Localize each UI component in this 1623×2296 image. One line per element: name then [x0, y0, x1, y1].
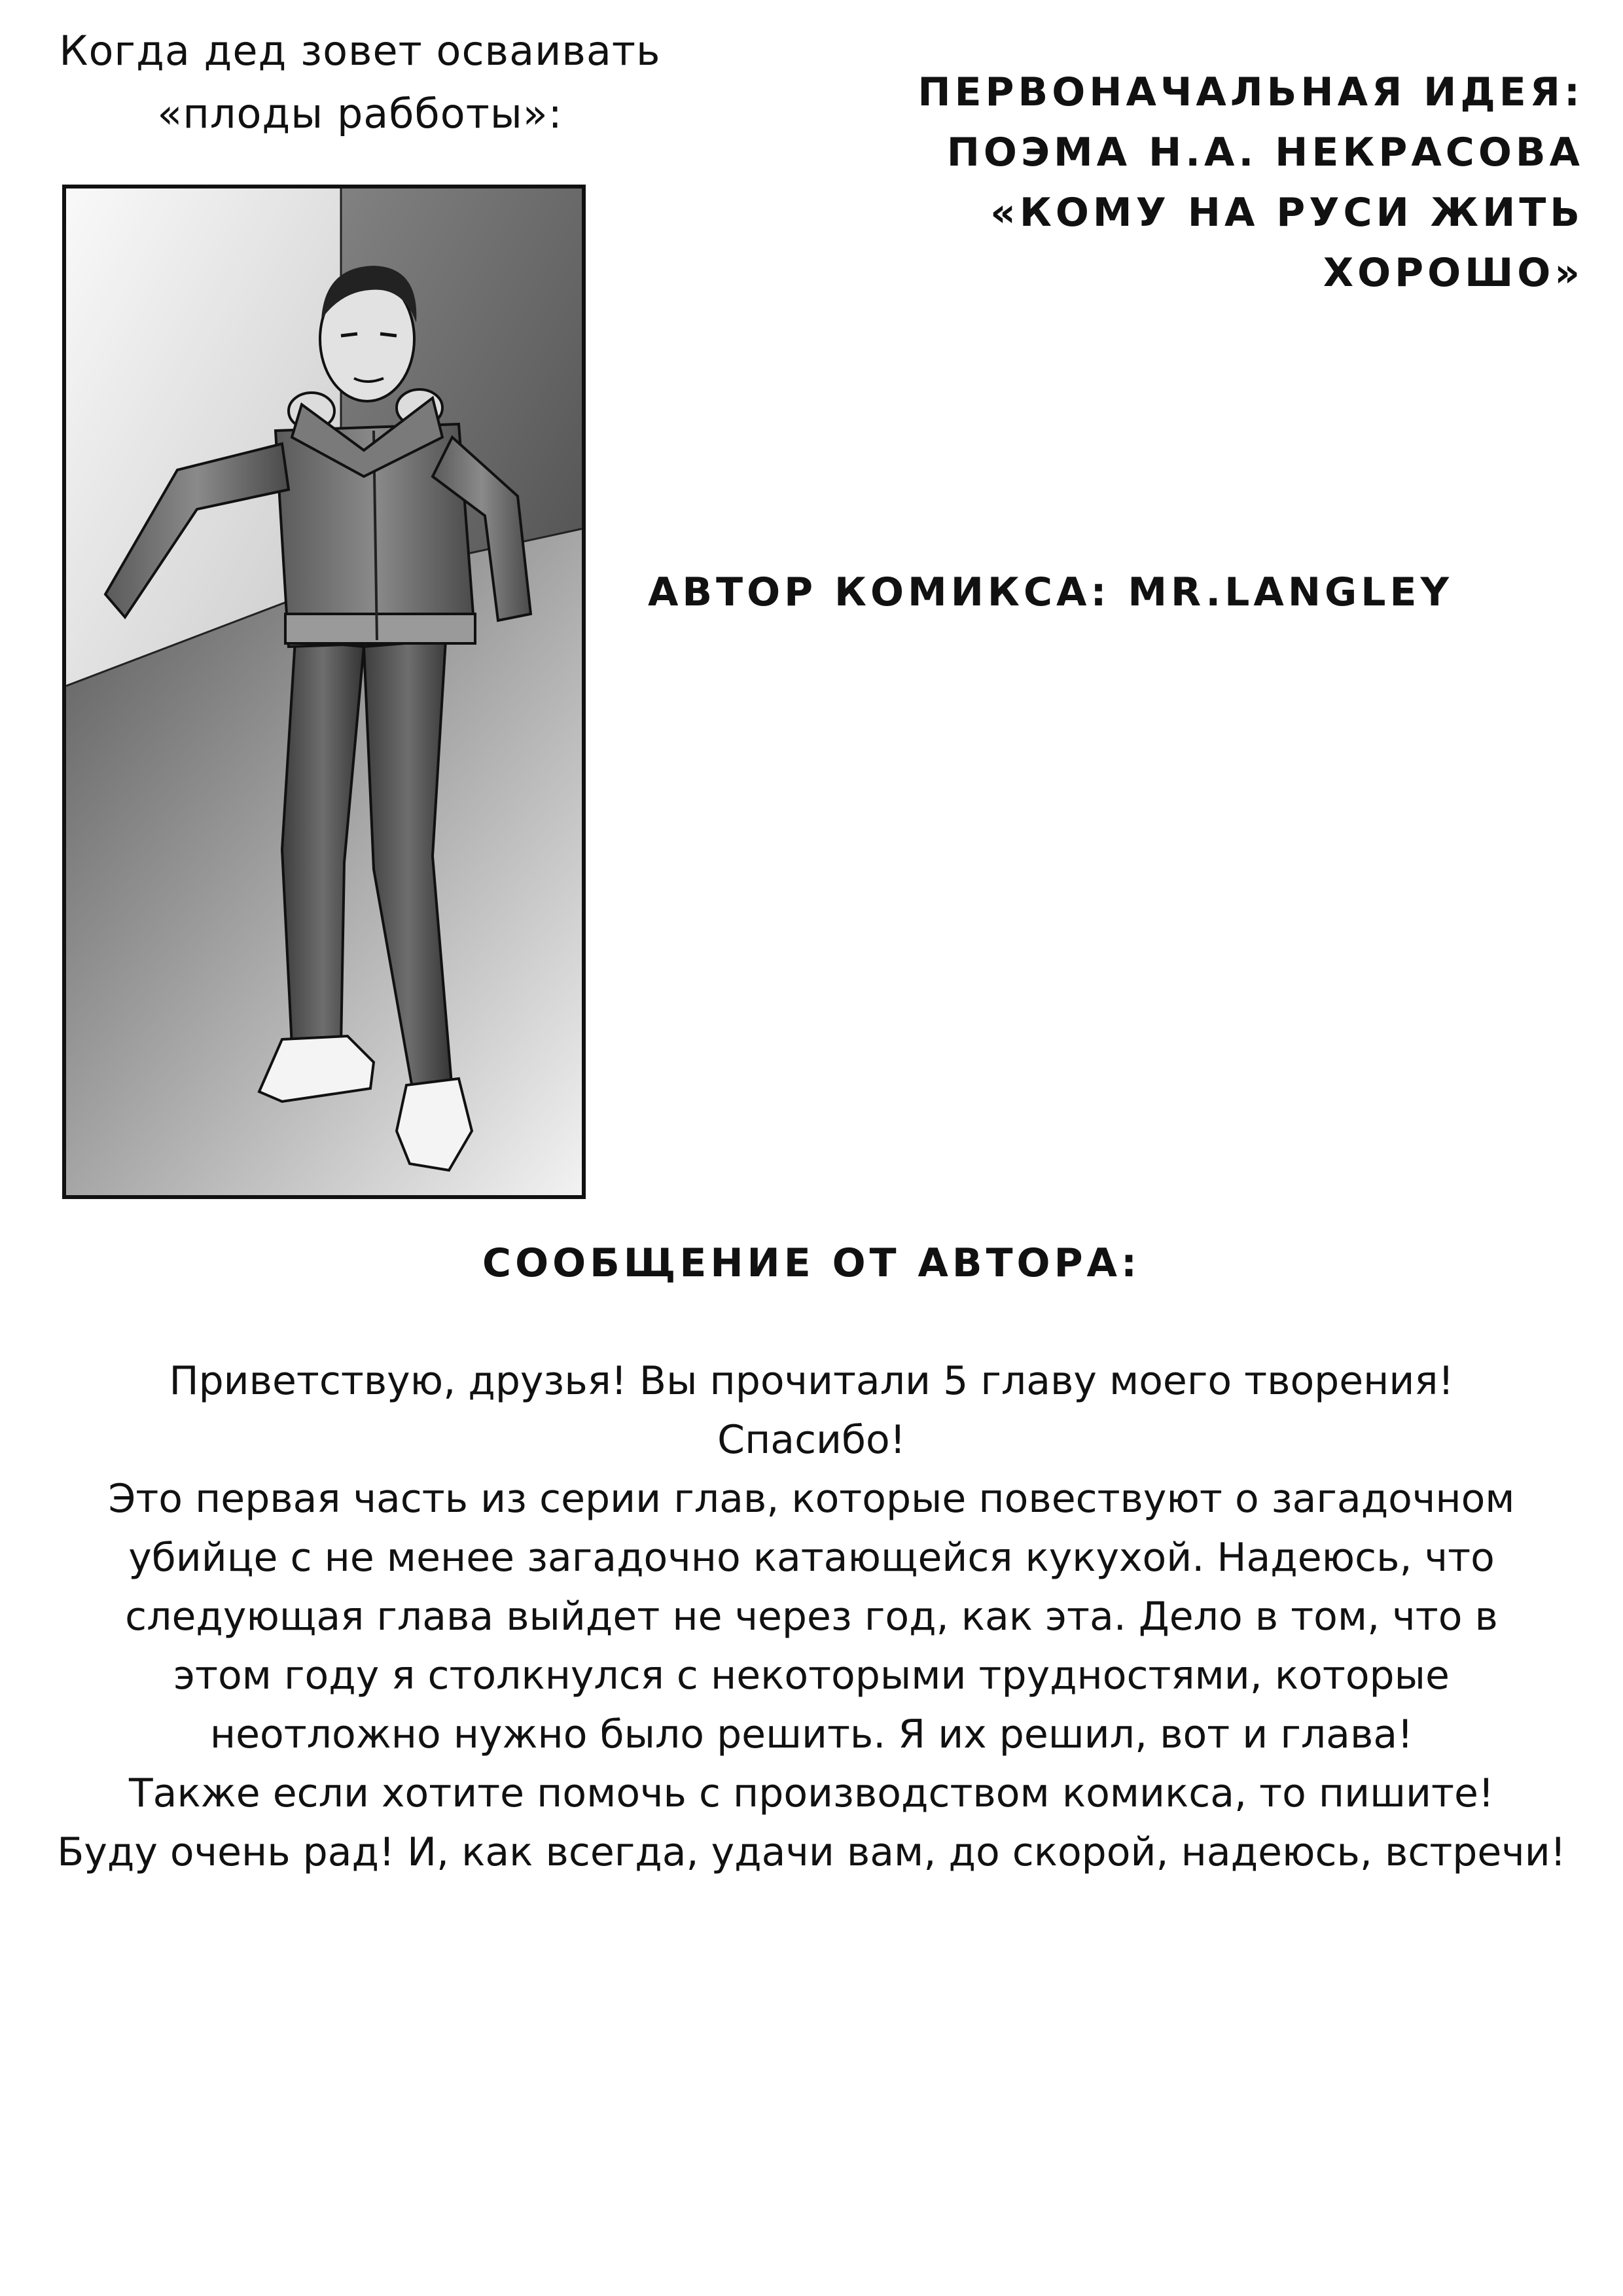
message-line: убийце с не менее загадочно катающейся кукухой. Надеюсь, что [128, 1535, 1495, 1581]
credit-line: «КОМУ НА РУСИ ЖИТЬ [990, 190, 1584, 236]
caption-line: «плоды рабботы»: [157, 90, 563, 137]
comic-panel [62, 185, 586, 1199]
panel-caption [26, 20, 694, 145]
message-line: этом году я столкнулся с некоторыми трудностями, которые [173, 1653, 1450, 1698]
message-line: неотложно нужно было решить. Я их решил, вот и глава! [209, 1712, 1414, 1757]
message-line: Спасибо! [717, 1417, 906, 1463]
man-illustration [66, 188, 582, 1195]
message-line: Также если хотите помочь с производством комикса, то пишите! [129, 1770, 1494, 1816]
credit-line: ПОЭМА Н.А. НЕКРАСОВА [946, 130, 1584, 175]
caption-line: Когда дед зовет осваивать [59, 27, 661, 75]
message-line: следующая глава выйдет не через год, как эта. Дело в том, что в [125, 1594, 1498, 1640]
credit-line: ПЕРВОНАЧАЛЬНАЯ ИДЕЯ: [918, 69, 1584, 115]
credit-line: ХОРОШО» [1323, 250, 1584, 296]
author-message-body [7, 1352, 1616, 1882]
original-idea-credit [851, 62, 1584, 303]
author-message-title: СООБЩЕНИЕ ОТ АВТОРА: [482, 1240, 1141, 1286]
message-line: Буду очень рад! И, как всегда, удачи вам, до скорой, надеюсь, встречи! [57, 1829, 1566, 1875]
author-credit: АВТОР КОМИКСА: MR.LANGLEY [648, 569, 1453, 615]
message-line: Приветствую, друзья! Вы прочитали 5 главу моего творения! [169, 1358, 1454, 1404]
message-line: Это первая часть из серии глав, которые повествуют о загадочном [108, 1476, 1515, 1522]
